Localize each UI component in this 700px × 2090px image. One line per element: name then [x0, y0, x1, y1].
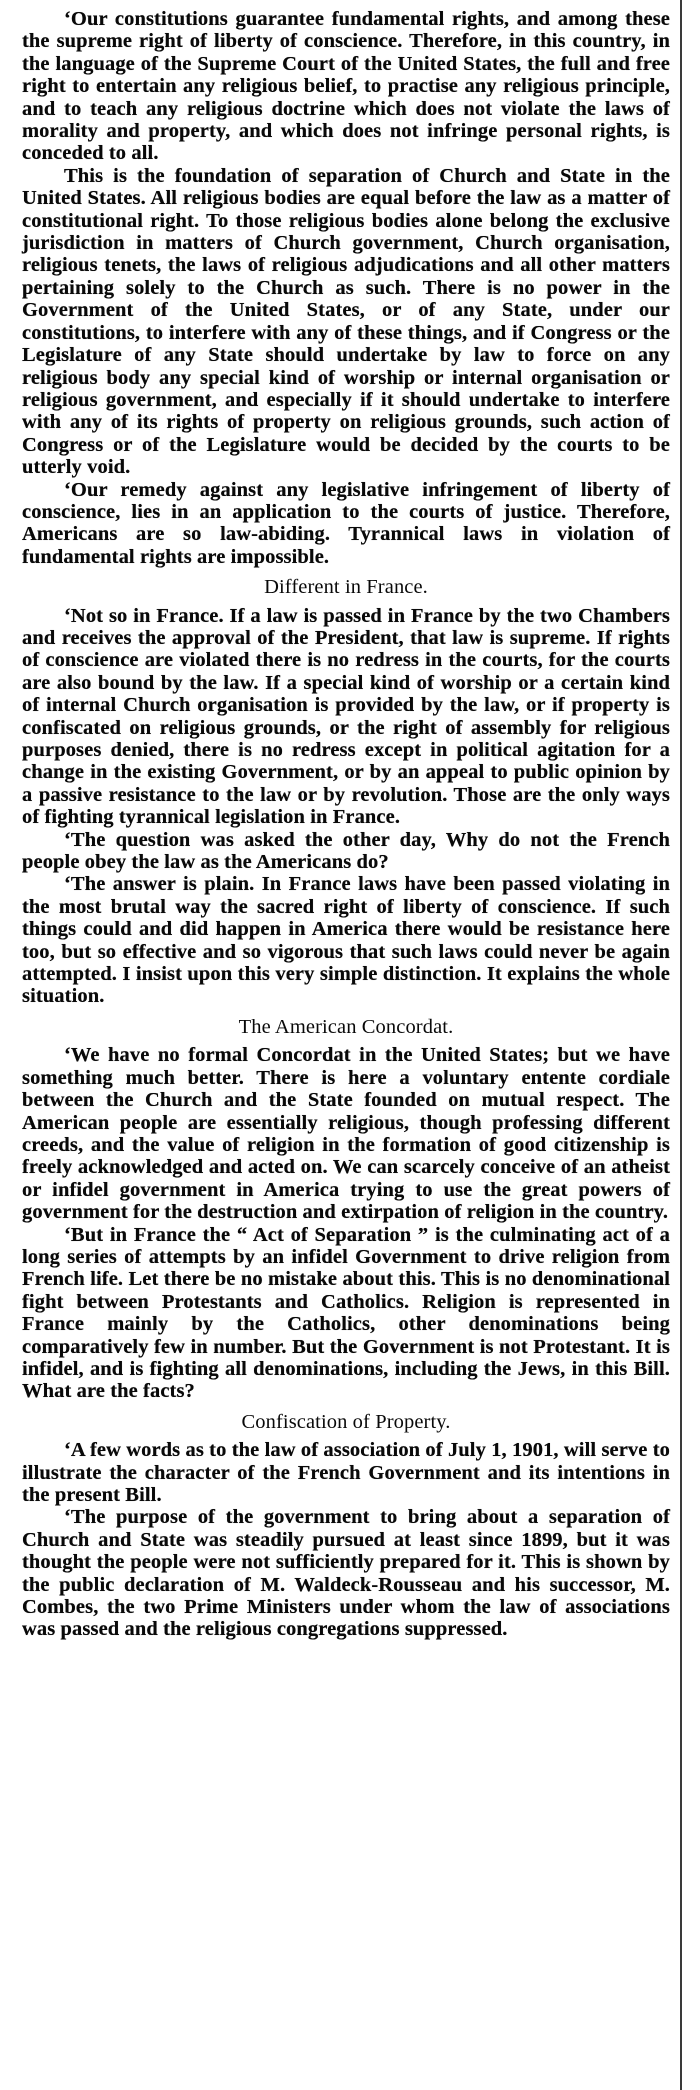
paragraph: ‘The question was asked the other day, Why do not the French people obey the law as the Americans do? — [22, 828, 670, 874]
section-heading: Different in France. — [264, 576, 428, 599]
paragraph: This is the foundation of separation of Church and State in the United States. All religious bodies are equal before the law as a matter of constitutional right. To those religious bodies alone belong the exclusive jurisdiction in matters of Church government, Church organisation, religious tenets, the laws of religious adjudications and all other matters pertaining solely to the Church as such. There is no power in the Government of the United States, or of any State, under our constitutions, to interfere with any of these things, and if Congress or the Legislature of any State should undertake by law to force on any religious body any special kind of worship or internal organisation or religious government, and especially if it should undertake to interfere with any of its rights of property on religious grounds, such action of Congress or of the Legislature would be decided by the courts to be utterly void. — [22, 164, 670, 479]
paragraph: ‘A few words as to the law of association of July 1, 1901, will serve to illustrate the character of the French Government and its intentions in the present Bill. — [22, 1439, 670, 1506]
paragraph: ‘The purpose of the government to bring about a separation of Church and State was steadily pursued at least since 1899, but it was thought the people were not sufficiently prepared for it. This is shown by the public declaration of M. Waldeck-Rousseau and his successor, M. Combes, the two Prime Ministers under whom the law of associations was passed and the religious congregations suppressed. — [22, 1506, 670, 1641]
article-column — [22, 8, 670, 1641]
paragraph: ‘The answer is plain. In France laws have been passed violating in the most brutal way the sacred right of liberty of conscience. If such things could and did happen in America there would be resistance here too, but so effective and so vigorous that such laws could never be again attempted. I insist upon this very simple distinction. It explains the whole situation. — [22, 873, 670, 1008]
section-heading: The American Concordat. — [238, 1015, 454, 1038]
paragraph: ‘But in France the “ Act of Separation ” is the culminating act of a long series of attempts by an infidel Government to drive religion from French life. Let there be no mistake about this. This is no denominational fight between Protestants and Catholics. Religion is represented in France mainly by the Catholics, other denominations being comparatively few in number. But the Government is not Protestant. It is infidel, and is fighting all denominations, including the Jews, in this Bill. What are the facts? — [22, 1223, 670, 1403]
paragraph: ‘Not so in France. If a law is passed in France by the two Chambers and receives the approval of the President, that law is supreme. If rights of conscience are violated there is no redress in the courts, for the courts are also bound by the law. If a special kind of worship or a certain kind of internal Church organisation is provided by the law, or if property is confiscated on religious grounds, or the right of assembly for religious purposes denied, there is no redress except in political agitation for a change in the existing Government, or by an appeal to public opinion by a passive resistance to the law or by revolution. Those are the only ways of fighting tyrannical legislation in France. — [22, 604, 670, 829]
paragraph: ‘Our constitutions guarantee fundamental rights, and among these the supreme right of liberty of conscience. Therefore, in this country, in the language of the Supreme Court of the United States, the full and free right to entertain any religious belief, to practise any religious principle, and to teach any religious doctrine which does not violate the laws of morality and property, and which does not infringe personal rights, is conceded to all. — [22, 8, 670, 165]
paragraph: ‘We have no formal Concordat in the United States; but we have something much better. There is here a voluntary entente cordiale between the Church and the State founded on mutual respect. The American people are essentially religious, though professing different creeds, and the value of religion in the formation of good citizenship is freely acknowledged and acted on. We can scarcely conceive of an atheist or infidel government in America trying to use the great powers of government for the destruction and extirpation of religion in the country. — [22, 1044, 670, 1224]
section-heading: Confiscation of Property. — [241, 1410, 451, 1433]
column-rule — [680, 0, 682, 2090]
paragraph: ‘Our remedy against any legislative infringement of liberty of conscience, lies in an application to the courts of justice. Therefore, Americans are so law-abiding. Tyrannical laws in violation of fundamental rights are impossible. — [22, 478, 670, 568]
